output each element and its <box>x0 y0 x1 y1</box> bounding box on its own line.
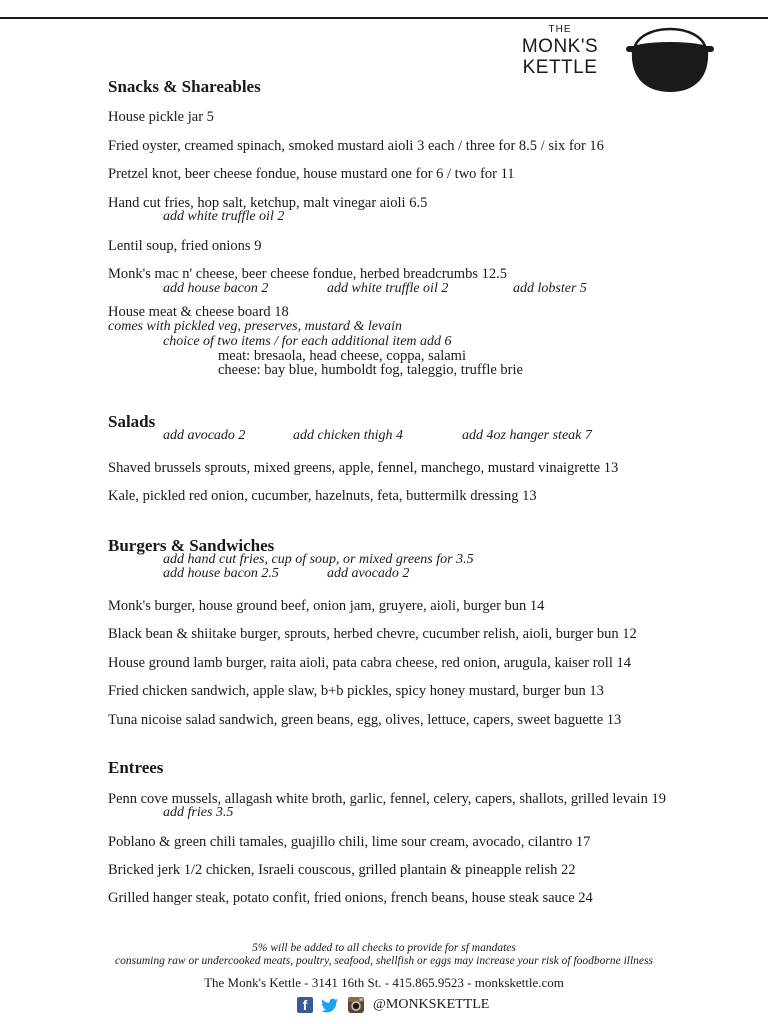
addon-salad-steak: add 4oz hanger steak 7 <box>462 428 592 443</box>
board-note: comes with pickled veg, preserves, mustard & levain <box>108 319 403 334</box>
menu-item-mac: Monk's mac n' cheese, beer cheese fondue, herbed breadcrumbs 12.5 <box>108 266 507 282</box>
addon-burger-bacon: add house bacon 2.5 <box>163 566 279 581</box>
addon-fries-truffle: add white truffle oil 2 <box>163 209 285 224</box>
menu-item-monks-burger: Monk's burger, house ground beef, onion jam, gruyere, aioli, burger bun 14 <box>108 598 545 614</box>
menu-item-lamb-burger: House ground lamb burger, raita aioli, pata cabra cheese, red onion, arugula, kaiser roll 14 <box>108 655 631 671</box>
addon-salad-chicken: add chicken thigh 4 <box>293 428 404 443</box>
logo-text <box>516 24 604 78</box>
section-heading-salads: Salads <box>108 412 156 431</box>
menu-item-kale: Kale, pickled red onion, cucumber, hazelnuts, feta, buttermilk dressing 13 <box>108 488 537 504</box>
menu-item-tuna-sandwich: Tuna nicoise salad sandwich, green beans, egg, olives, lettuce, capers, sweet baguette 13 <box>108 712 622 728</box>
section-heading-entrees: Entrees <box>108 758 164 777</box>
facebook-icon[interactable]: f <box>297 997 313 1013</box>
menu-item-chicken-sandwich: Fried chicken sandwich, apple slaw, b+b pickles, spicy honey mustard, burger bun 13 <box>108 683 604 699</box>
menu-item-oyster: Fried oyster, creamed spinach, smoked mustard aioli 3 each / three for 8.5 / six for 16 <box>108 138 604 154</box>
kettle-pot-icon <box>624 12 716 94</box>
logo-kettle: KETTLE <box>522 57 598 78</box>
addon-burger-avocado: add avocado 2 <box>327 566 410 581</box>
addon-salad-avocado: add avocado 2 <box>163 428 246 443</box>
footer-sf-mandate-note: 5% will be added to all checks to provide for sf mandates <box>252 942 516 954</box>
logo-monks: MONK'S <box>521 36 599 57</box>
addon-mac-lobster: add lobster 5 <box>513 281 587 296</box>
board-choice-note: choice of two items / for each additional item add 6 <box>163 334 452 349</box>
menu-item-blackbean-burger: Black bean & shiitake burger, sprouts, herbed chevre, cucumber relish, aioli, burger bun 12 <box>108 626 637 642</box>
instagram-handle[interactable]: @MONKSKETTLE <box>373 997 490 1012</box>
twitter-icon[interactable] <box>321 998 339 1013</box>
menu-item-fries: Hand cut fries, hop salt, ketchup, malt vinegar aioli 6.5 <box>108 195 428 211</box>
menu-item-hanger-steak: Grilled hanger steak, potato confit, fried onions, french beans, house steak sauce 24 <box>108 890 593 906</box>
section-heading-snacks: Snacks & Shareables <box>108 77 261 96</box>
instagram-icon[interactable] <box>347 996 365 1014</box>
footer-address: The Monk's Kettle - 3141 16th St. - 415.865.9523 - monkskettle.com <box>204 975 564 990</box>
menu-item-jerk-chicken: Bricked jerk 1/2 chicken, Israeli couscous, grilled plantain & pineapple relish 22 <box>108 862 576 878</box>
menu-item-soup: Lentil soup, fried onions 9 <box>108 238 262 254</box>
section-heading-burgers: Burgers & Sandwiches <box>108 536 275 555</box>
board-cheese-list: cheese: bay blue, humboldt fog, taleggio, truffle brie <box>218 362 523 378</box>
menu-item-board: House meat & cheese board 18 <box>108 304 289 320</box>
social-row <box>297 996 489 1014</box>
addon-burger-sides: add hand cut fries, cup of soup, or mixed greens for 3.5 <box>163 552 474 567</box>
board-meat-list: meat: bresaola, head cheese, coppa, salami <box>218 348 466 364</box>
addon-mac-bacon: add house bacon 2 <box>163 281 269 296</box>
menu-item-pretzel: Pretzel knot, beer cheese fondue, house mustard one for 6 / two for 11 <box>108 166 515 182</box>
addon-mac-truffle: add white truffle oil 2 <box>327 281 449 296</box>
footer-food-safety-note: consuming raw or undercooked meats, poultry, seafood, shellfish or eggs may increase your risk of foodborne illness <box>114 955 653 967</box>
menu-item-mussels: Penn cove mussels, allagash white broth, garlic, fennel, celery, capers, shallots, grilled levain 19 <box>108 791 666 807</box>
menu-item-tamales: Poblano & green chili tamales, guajillo chili, lime sour cream, avocado, cilantro 17 <box>108 834 591 850</box>
logo-the: THE <box>548 24 572 35</box>
menu-item-pickle: House pickle jar 5 <box>108 109 214 125</box>
addon-mussels-fries: add fries 3.5 <box>163 805 234 820</box>
menu-item-brussels: Shaved brussels sprouts, mixed greens, apple, fennel, manchego, mustard vinaigrette 13 <box>108 460 619 476</box>
